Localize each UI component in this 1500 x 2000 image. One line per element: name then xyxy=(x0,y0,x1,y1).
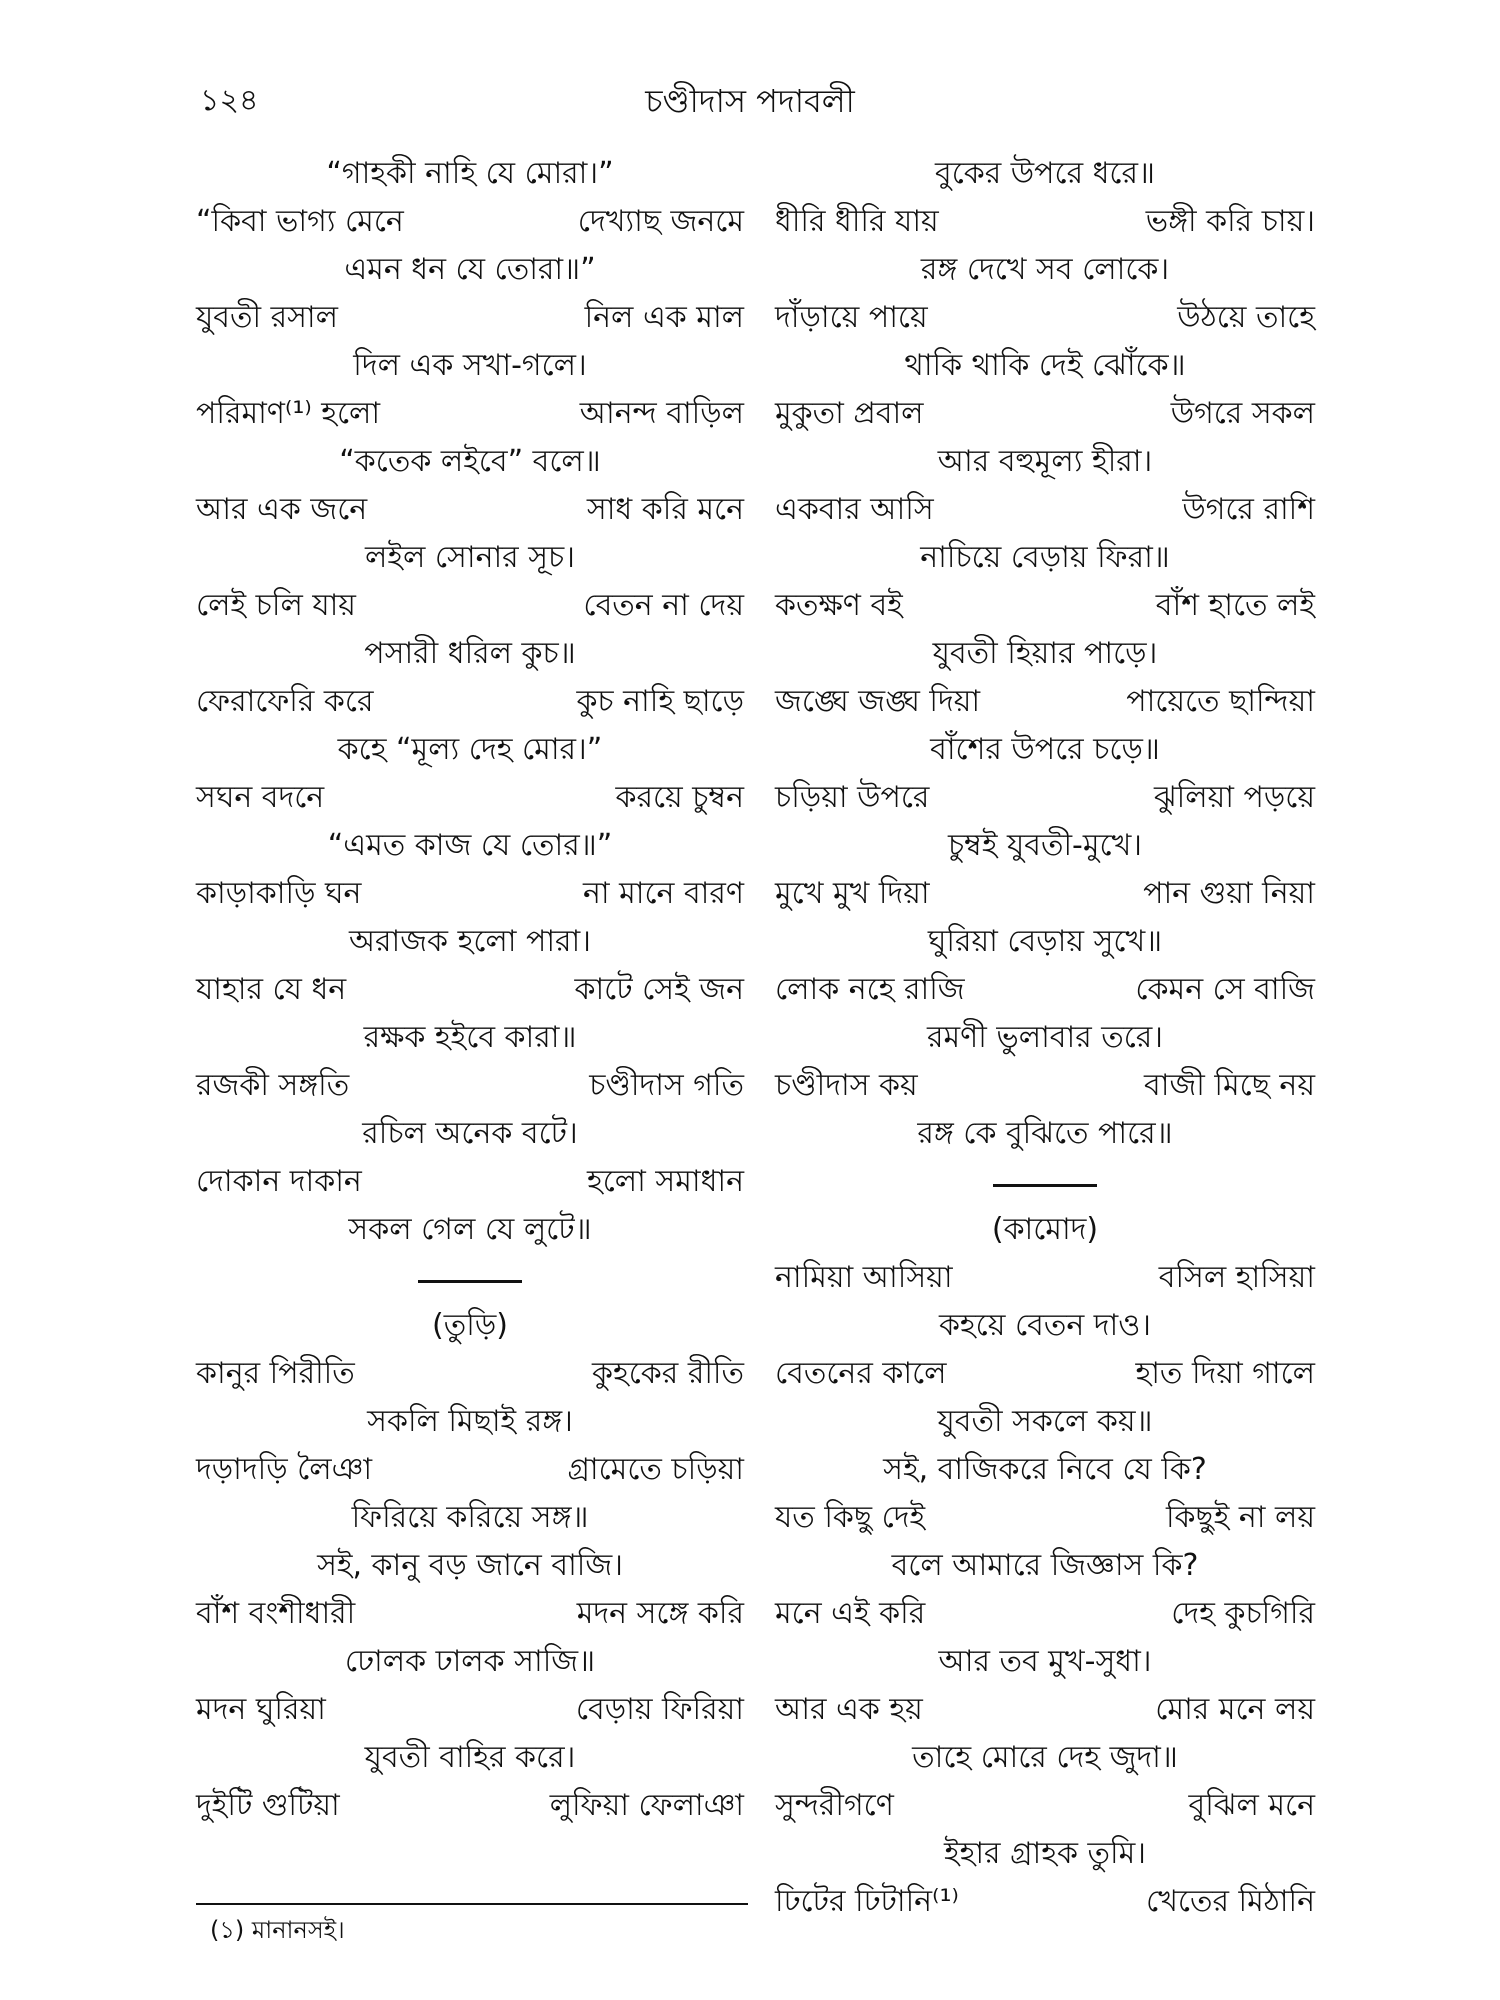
verse-line-pair xyxy=(775,1254,1315,1302)
verse-half-left: পরিমাণ⁽¹⁾ হলো xyxy=(196,396,381,431)
verse-half-left: চণ্ডীদাস কয় xyxy=(775,1068,918,1103)
verse-line-pair xyxy=(196,1446,744,1494)
verse-half-right: না মানে বারণ xyxy=(582,876,744,911)
verse-line-pair xyxy=(196,1590,744,1638)
divider-line xyxy=(418,1280,522,1283)
verse-half-right: চণ্ডীদাস গতি xyxy=(589,1068,744,1103)
verse-half-left: যুবতী রসাল xyxy=(196,300,338,335)
verse-line: চুম্বই যুবতী-মুখে। xyxy=(947,828,1143,863)
verse-half-left: দাঁড়ায়ে পায়ে xyxy=(775,300,928,335)
verse-half-left: মদন ঘুরিয়া xyxy=(196,1692,326,1727)
verse-line: ঢোলক ঢালক সাজি॥ xyxy=(344,1644,596,1679)
verse-half-right: হাত দিয়া গালে xyxy=(1135,1356,1315,1391)
verse-line: রমণী ভুলাবার তরে। xyxy=(926,1020,1164,1055)
verse-half-right: উঠয়ে তাহে xyxy=(1177,300,1315,335)
verse-line-pair xyxy=(775,486,1315,534)
verse-line: বলে আমারে জিজ্ঞাস কি? xyxy=(891,1548,1199,1583)
verse-half-left: লোক নহে রাজি xyxy=(775,972,965,1007)
verse-half-left: রজকী সঙ্গতি xyxy=(196,1068,350,1103)
verse-line-pair xyxy=(775,870,1315,918)
verse-half-left: আর এক জনে xyxy=(196,492,368,527)
footnote: (১) মানানসই। xyxy=(210,1916,345,1944)
verse-half-left: সঘন বদনে xyxy=(196,780,325,815)
verse-line: সকলি মিছাই রঙ্গ। xyxy=(367,1404,573,1439)
verse-line-pair xyxy=(775,1494,1315,1542)
verse-half-right: খেতের মিঠানি xyxy=(1146,1884,1315,1919)
verse-line-pair xyxy=(775,582,1315,630)
verse-half-right: করয়ে চুম্বন xyxy=(615,780,744,815)
verse-line: ফিরিয়ে করিয়ে সঙ্গ॥ xyxy=(351,1500,589,1535)
verse-line-pair xyxy=(775,1686,1315,1734)
verse-line-pair xyxy=(775,966,1315,1014)
verse-line: (তুড়ি) xyxy=(432,1308,508,1343)
verse-line-pair xyxy=(775,1590,1315,1638)
verse-half-left: লেই চলি যায় xyxy=(196,588,356,623)
verse-line: “গাহকী নাহি যে মোরা।” xyxy=(326,156,614,191)
verse-line: পসারী ধরিল কুচ॥ xyxy=(364,636,576,671)
verse-line-pair xyxy=(196,678,744,726)
verse-line-pair xyxy=(196,198,744,246)
verse-line: রক্ষক হইবে কারা॥ xyxy=(363,1020,577,1055)
verse-line-pair xyxy=(775,1782,1315,1830)
verse-half-left: নামিয়া আসিয়া xyxy=(775,1260,953,1295)
verse-half-left: বেতনের কালে xyxy=(775,1356,947,1391)
verse-half-left: সুন্দরীগণে xyxy=(775,1788,894,1823)
verse-half-right: দেখ্যাছ জনমে xyxy=(577,204,744,239)
verse-half-right: কাটে সেই জন xyxy=(574,972,744,1007)
verse-half-left: মুকুতা প্রবাল xyxy=(775,396,924,431)
verse-line-pair xyxy=(775,294,1315,342)
verse-line-pair xyxy=(196,774,744,822)
verse-half-right: সাধ করি মনে xyxy=(586,492,744,527)
verse-half-right: পান গুয়া নিয়া xyxy=(1143,876,1315,911)
running-title: চণ্ডীদাস পদাবলী xyxy=(645,82,855,120)
verse-line: সই, বাজিকরে নিবে যে কি? xyxy=(883,1452,1207,1487)
verse-half-left: আর এক হয় xyxy=(775,1692,923,1727)
verse-line: রঙ্গ কে বুঝিতে পারে॥ xyxy=(917,1116,1173,1151)
verse-half-left: ঢিটের ঢিটানি⁽¹⁾ xyxy=(775,1884,959,1919)
verse-line-pair xyxy=(775,198,1315,246)
verse-line-pair xyxy=(196,1782,744,1830)
section-divider xyxy=(775,1158,1315,1206)
verse-line: “কতেক লইবে” বলে॥ xyxy=(339,444,601,479)
verse-line: যুবতী সকলে কয়॥ xyxy=(937,1404,1153,1439)
verse-line-pair xyxy=(775,678,1315,726)
verse-line-pair xyxy=(775,1878,1315,1926)
verse-line-pair xyxy=(196,966,744,1014)
verse-half-right: হলো সমাধান xyxy=(586,1164,744,1199)
verse-half-right: কুহকের রীতি xyxy=(591,1356,744,1391)
verse-line: অরাজক হলো পারা। xyxy=(349,924,591,959)
verse-half-left: কাড়াকাড়ি ঘন xyxy=(196,876,362,911)
verse-line: ঘুরিয়া বেড়ায় সুখে॥ xyxy=(927,924,1163,959)
verse-line: থাকি থাকি দেই ঝোঁকে॥ xyxy=(904,348,1186,383)
verse-half-left: ধীরি ধীরি যায় xyxy=(775,204,939,239)
verse-half-left: দুইটি গুটিয়া xyxy=(196,1788,340,1823)
verse-half-right: ঝুলিয়া পড়য়ে xyxy=(1153,780,1315,815)
verse-line-pair xyxy=(196,486,744,534)
verse-line: সকল গেল যে লুটে॥ xyxy=(348,1212,592,1247)
verse-half-right: লুফিয়া ফেলাঞা xyxy=(549,1788,744,1823)
verse-line-pair xyxy=(196,1686,744,1734)
verse-half-left: মনে এই করি xyxy=(775,1596,926,1631)
verse-line: “এমত কাজ যে তোর॥” xyxy=(327,828,613,863)
verse-line-pair xyxy=(775,774,1315,822)
verse-half-left: দোকান দাকান xyxy=(196,1164,362,1199)
verse-half-right: বাজী মিছে নয় xyxy=(1144,1068,1315,1103)
verse-half-left: কানুর পিরীতি xyxy=(196,1356,355,1391)
verse-line-pair xyxy=(775,1350,1315,1398)
verse-line: কহয়ে বেতন দাও। xyxy=(938,1308,1152,1343)
verse-half-left: যত কিছু দেই xyxy=(775,1500,926,1535)
verse-line: (কামোদ) xyxy=(991,1212,1099,1247)
left-column xyxy=(196,150,744,1830)
verse-line: আর তব মুখ-সুধা। xyxy=(938,1644,1152,1679)
verse-line-pair xyxy=(196,1158,744,1206)
verse-line-pair xyxy=(196,582,744,630)
verse-line-pair xyxy=(196,870,744,918)
verse-line: যুবতী হিয়ার পাড়ে। xyxy=(932,636,1158,671)
verse-half-right: উগরে সকল xyxy=(1170,396,1315,431)
verse-line-pair xyxy=(196,294,744,342)
verse-line: যুবতী বাহির করে। xyxy=(364,1740,576,1775)
verse-line-pair xyxy=(196,390,744,438)
verse-half-right: নিল এক মাল xyxy=(584,300,744,335)
verse-half-right: বুঝিল মনে xyxy=(1188,1788,1315,1823)
right-column xyxy=(775,150,1315,1926)
verse-half-right: কুচ নাহি ছাড়ে xyxy=(576,684,744,719)
verse-half-left: চড়িয়া উপরে xyxy=(775,780,930,815)
verse-line: নাচিয়ে বেড়ায় ফিরা॥ xyxy=(920,540,1170,575)
section-divider xyxy=(196,1254,744,1302)
verse-half-right: আনন্দ বাড়িল xyxy=(579,396,744,431)
verse-half-right: উগরে রাশি xyxy=(1182,492,1315,527)
verse-half-right: গ্রামেতে চড়িয়া xyxy=(567,1452,744,1487)
verse-line: দিল এক সখা-গলে। xyxy=(353,348,587,383)
verse-half-left: মুখে মুখ দিয়া xyxy=(775,876,930,911)
verse-half-right: বাঁশ হাতে লই xyxy=(1155,588,1315,623)
verse-line: এমন ধন যে তোরা॥” xyxy=(344,252,596,287)
verse-half-right: মদন সঙ্গে করি xyxy=(576,1596,744,1631)
verse-half-left: ফেরাফেরি করে xyxy=(196,684,374,719)
divider-line xyxy=(993,1184,1097,1187)
verse-line: ইহার গ্রাহক তুমি। xyxy=(943,1836,1147,1871)
verse-half-right: বেতন না দেয় xyxy=(583,588,744,623)
verse-line: আর বহুমূল্য হীরা। xyxy=(937,444,1153,479)
verse-half-left: কতক্ষণ বই xyxy=(775,588,903,623)
verse-half-left: বাঁশ বংশীধারী xyxy=(196,1596,356,1631)
verse-line: রচিল অনেক বটে। xyxy=(362,1116,578,1151)
verse-half-right: বেড়ায় ফিরিয়া xyxy=(575,1692,744,1727)
verse-half-right: মোর মনে লয় xyxy=(1155,1692,1315,1727)
verse-half-right: ভঙ্গী করি চায়। xyxy=(1145,204,1315,239)
verse-line: সই, কানু বড় জানে বাজি। xyxy=(317,1548,623,1583)
verse-line-pair xyxy=(196,1062,744,1110)
verse-half-left: যাহার যে ধন xyxy=(196,972,347,1007)
verse-half-left: একবার আসি xyxy=(775,492,934,527)
verse-line: বাঁশের উপরে চড়ে॥ xyxy=(930,732,1160,767)
footnote-divider xyxy=(196,1903,748,1905)
verse-half-right: বসিল হাসিয়া xyxy=(1158,1260,1315,1295)
verse-half-left: “কিবা ভাগ্য মেনে xyxy=(196,204,404,239)
verse-half-left: জঙ্ঘে জঙ্ঘ দিয়া xyxy=(775,684,981,719)
verse-line-pair xyxy=(775,1062,1315,1110)
page-header xyxy=(0,76,1500,120)
verse-line-pair xyxy=(775,390,1315,438)
verse-line: তাহে মোরে দেহ জুদা॥ xyxy=(912,1740,1178,1775)
verse-line: বুকের উপরে ধরে॥ xyxy=(935,156,1155,191)
verse-half-left: দড়াদড়ি লৈঞা xyxy=(196,1452,373,1487)
verse-line: লইল সোনার সূচ। xyxy=(365,540,575,575)
page-number: ১২৪ xyxy=(200,83,259,118)
verse-line: রঙ্গ দেখে সব লোকে। xyxy=(920,252,1170,287)
verse-half-right: কিছুই না লয় xyxy=(1165,1500,1315,1535)
verse-line: কহে “মূল্য দেহ মোর।” xyxy=(337,732,603,767)
verse-line-pair xyxy=(196,1350,744,1398)
verse-half-right: কেমন সে বাজি xyxy=(1135,972,1315,1007)
verse-half-right: দেহ কুচগিরি xyxy=(1171,1596,1315,1631)
verse-half-right: পায়েতে ছান্দিয়া xyxy=(1126,684,1315,719)
